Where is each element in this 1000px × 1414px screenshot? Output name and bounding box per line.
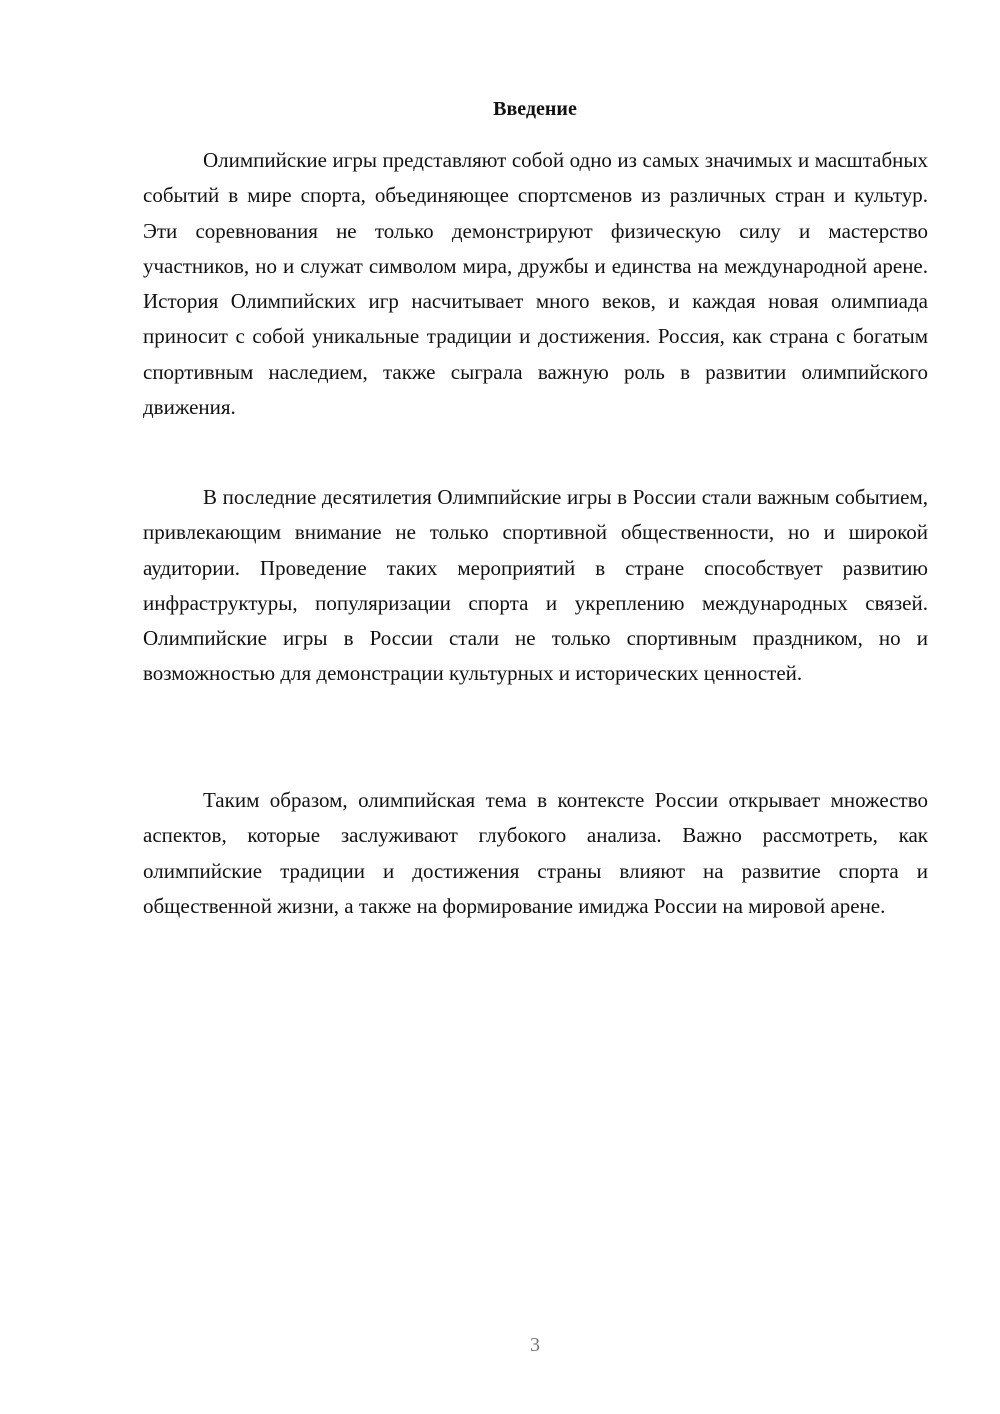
page-number: 3	[530, 1334, 540, 1356]
paragraph: Таким образом, олимпийская тема в контексте России открывает множество аспектов, которые заслуживают глубокого анализа. Важно рассмотреть, как олимпийские традиции и достижения страны влияют на развитие спорта и общественной жизни, а также на формирование имиджа России на мировой арене.	[143, 788, 928, 918]
paragraph: Олимпийские игры представляют собой одно из самых значимых и масштабных событий в мире спорта, объединяющее спортсменов из различных стран и культур. Эти соревнования не только демонстрируют физическую силу и мастерство участников, но и служат символом мира, дружбы и единства на международной арене. История Олимпийских игр насчитывает много веков, и каждая новая олимпиада приносит с собой уникальные традиции и достижения. Россия, как страна с богатым спортивным наследием, также сыграла важную роль в развитии олимпийского движения.	[143, 148, 928, 420]
paragraph: В последние десятилетия Олимпийские игры в России стали важным событием, привлекающим внимание не только спортивной общественности, но и широкой аудитории. Проведение таких мероприятий в стране способствует развитию инфраструктуры, популяризации спорта и укреплению международных связей. Олимпийские игры в России стали не только спортивным праздником, но и возможностью для демонстрации культурных и исторических ценностей.	[143, 485, 928, 686]
paragraph-1-block	[143, 143, 928, 425]
paragraph-2-block	[143, 480, 928, 692]
section-heading: Введение	[493, 98, 577, 120]
paragraph-3-block	[143, 783, 928, 924]
